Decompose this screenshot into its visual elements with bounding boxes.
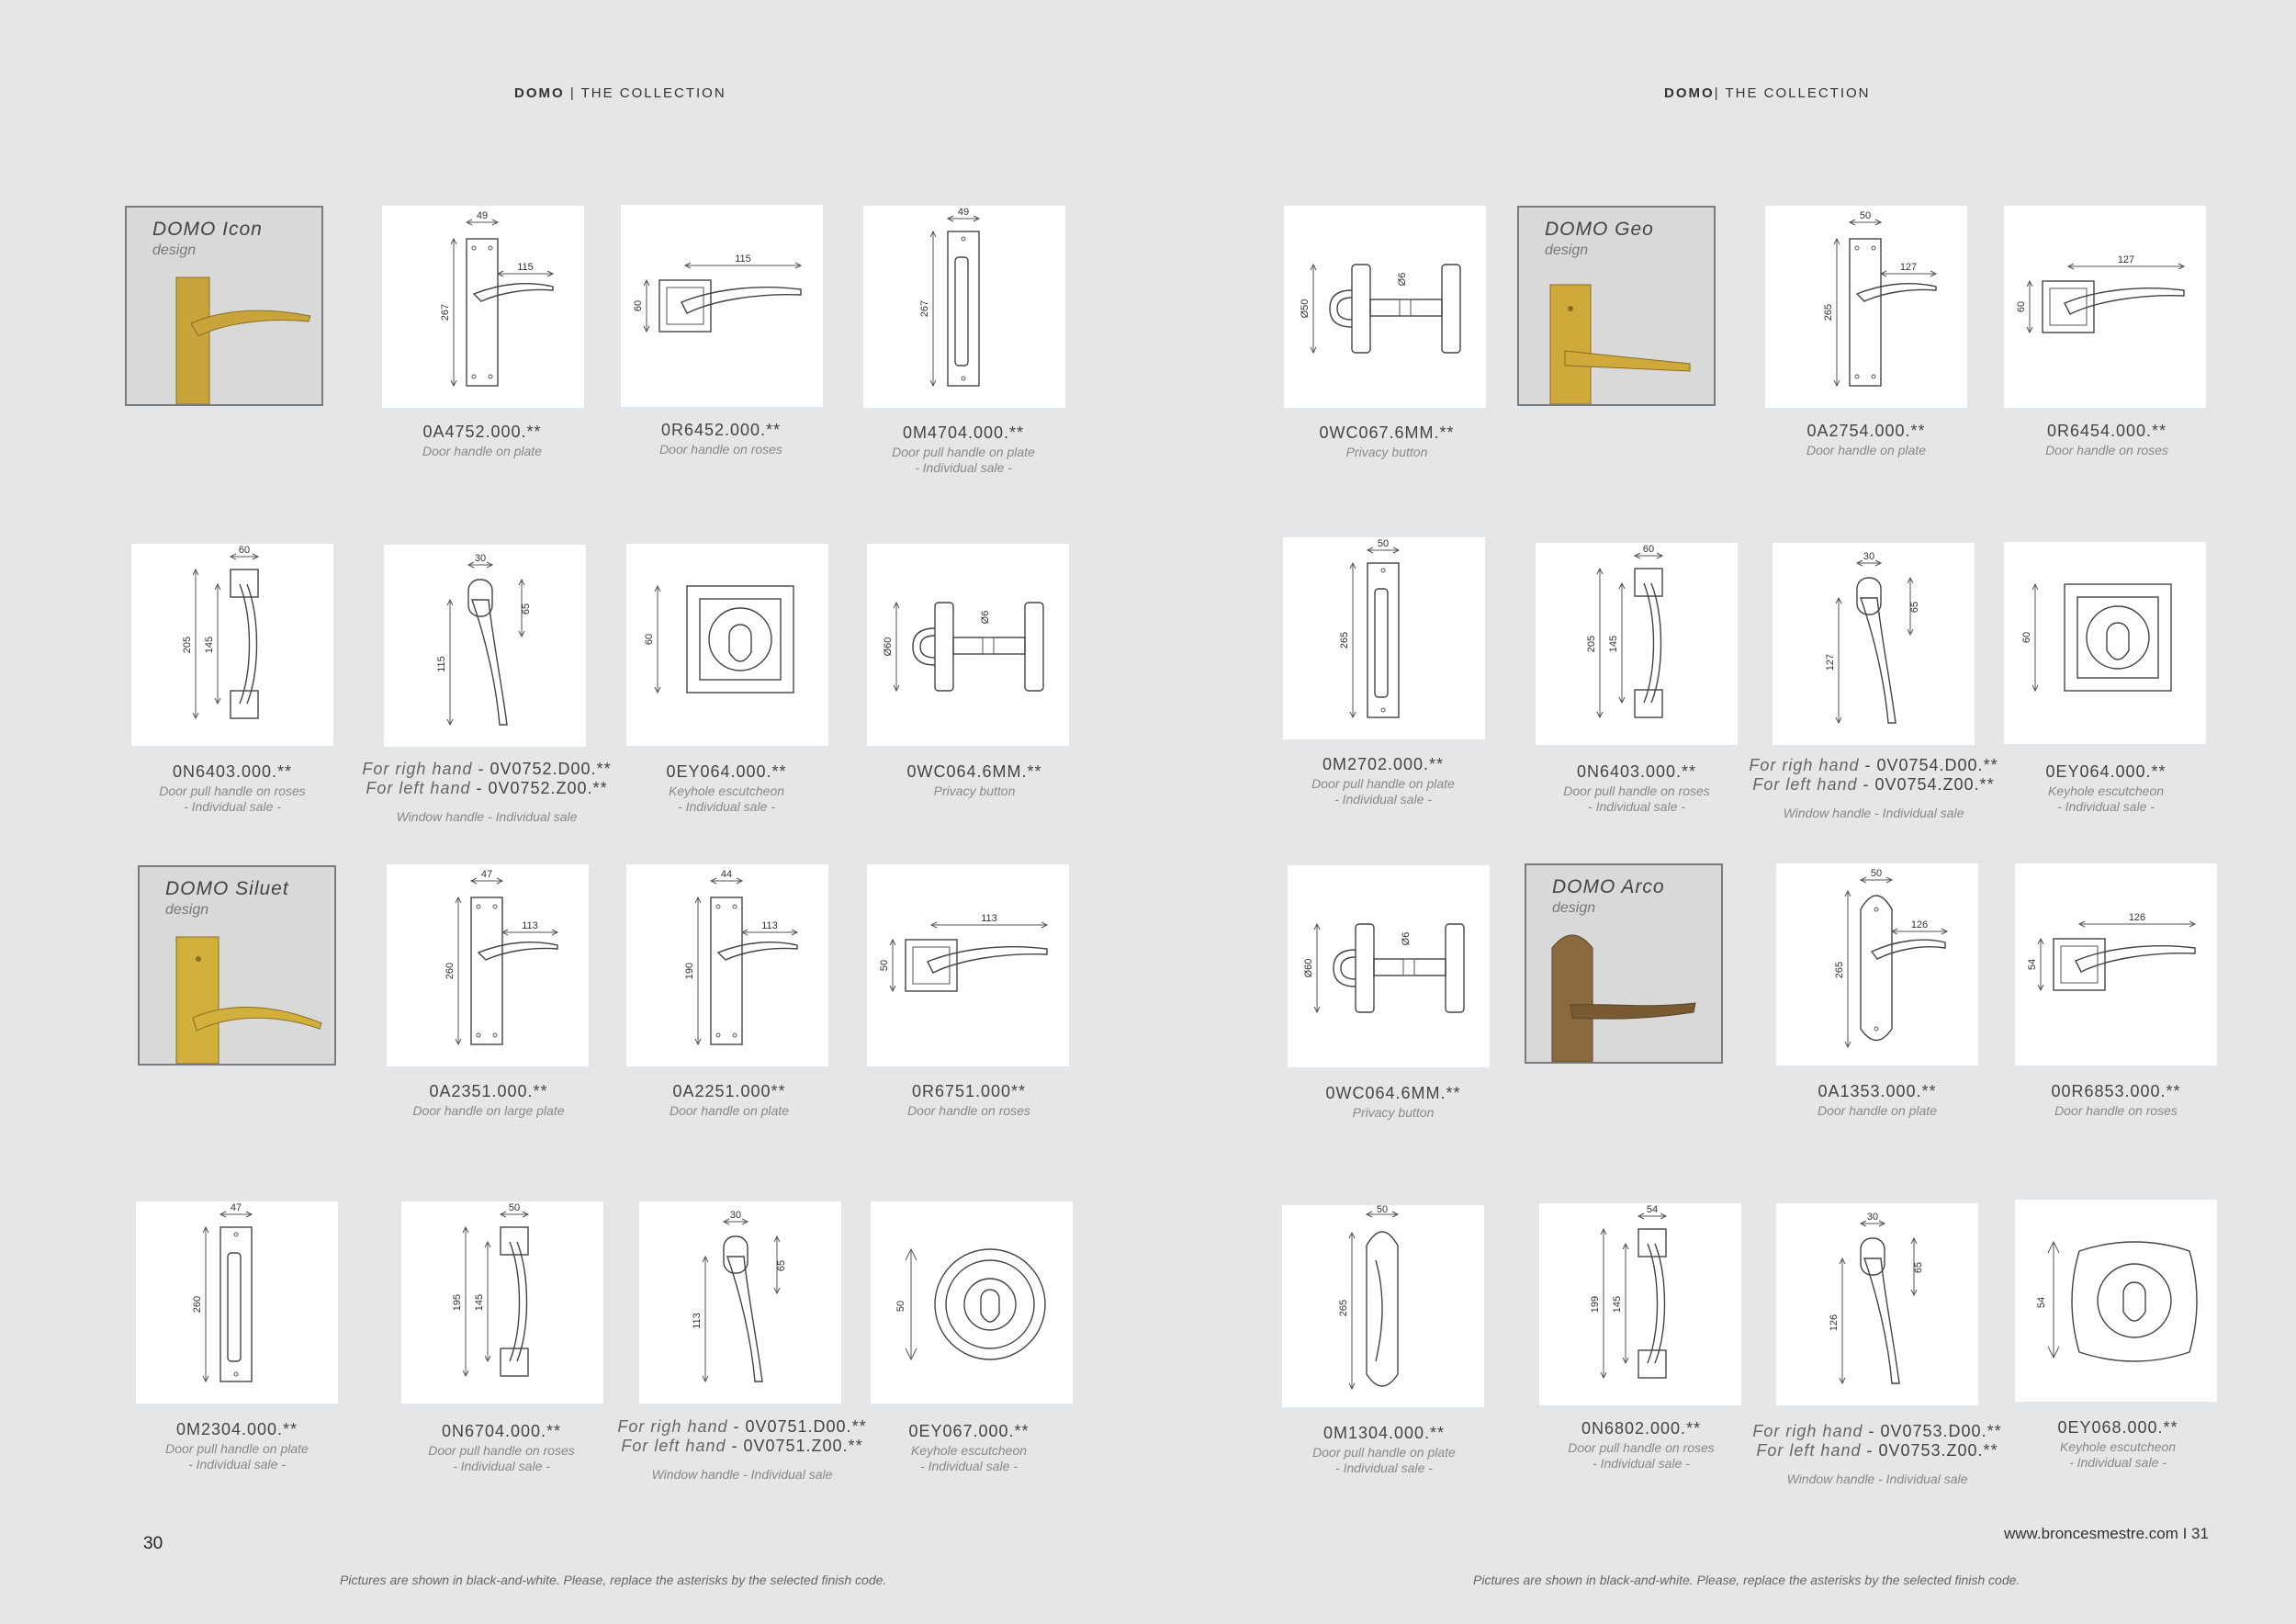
product-description: Door handle on plate bbox=[422, 444, 542, 458]
design-name: DOMO Geo bbox=[1545, 219, 1654, 240]
svg-text:265: 265 bbox=[1338, 1299, 1349, 1317]
product-description: Window handle - Individual sale bbox=[1783, 806, 1964, 820]
product-description: Door pull handle on roses - Individual sale - bbox=[1563, 784, 1710, 814]
product-drawing bbox=[2015, 863, 2217, 1066]
design-box bbox=[1525, 863, 1723, 1064]
product-label bbox=[812, 423, 1115, 476]
product-drawing bbox=[2015, 1200, 2217, 1402]
design-name: DOMO Icon bbox=[152, 219, 263, 240]
svg-text:Ø50: Ø50 bbox=[1300, 299, 1311, 319]
product-code: 0M4704.000.** bbox=[902, 423, 1025, 442]
product-code: 0EY064.000.** bbox=[2045, 762, 2167, 781]
svg-text:267: 267 bbox=[440, 303, 451, 321]
svg-text:44: 44 bbox=[720, 869, 733, 880]
svg-text:190: 190 bbox=[684, 962, 695, 980]
product-description: Door pull handle on plate - Individual sale - bbox=[165, 1441, 309, 1472]
design-photo bbox=[1519, 208, 1714, 404]
design-subtitle: design bbox=[1552, 900, 1596, 916]
product-drawing bbox=[401, 1201, 603, 1404]
svg-text:127: 127 bbox=[1899, 262, 1918, 273]
header-title: THE COLLECTION bbox=[580, 85, 726, 101]
product-code: 0A4752.000.** bbox=[422, 423, 542, 441]
svg-text:60: 60 bbox=[2016, 300, 2027, 313]
product-code: 0WC064.6MM.** bbox=[906, 762, 1042, 781]
svg-text:54: 54 bbox=[2036, 1296, 2047, 1309]
product-drawing bbox=[871, 1201, 1073, 1404]
svg-text:65: 65 bbox=[1913, 1261, 1924, 1274]
design-name: DOMO Arco bbox=[1552, 876, 1665, 897]
left-hand-code: For left hand - 0V0754.Z00.** bbox=[1752, 775, 1995, 794]
product-description: Privacy button bbox=[933, 784, 1016, 798]
product-drawing bbox=[1283, 537, 1485, 739]
svg-text:50: 50 bbox=[895, 1300, 906, 1313]
product-description: Privacy button bbox=[1345, 445, 1428, 459]
svg-text:54: 54 bbox=[1646, 1204, 1659, 1215]
right-hand-code: For righ hand - 0V0753.D00.** bbox=[1752, 1422, 2002, 1440]
svg-text:30: 30 bbox=[474, 553, 487, 564]
svg-text:127: 127 bbox=[1825, 653, 1836, 671]
svg-text:47: 47 bbox=[230, 1202, 242, 1213]
product-drawing bbox=[1282, 1205, 1484, 1407]
svg-text:60: 60 bbox=[633, 299, 644, 312]
website-and-page-number: www.broncesmestre.com I 31 bbox=[2004, 1525, 2209, 1542]
footnote-left: Pictures are shown in black-and-white. Please, replace the asterisks by the selected finish code. bbox=[340, 1573, 887, 1587]
product-code: 0R6452.000.** bbox=[660, 421, 782, 439]
svg-text:205: 205 bbox=[1586, 635, 1597, 653]
right-hand-code: For righ hand - 0V0754.D00.** bbox=[1749, 756, 1998, 774]
product-label bbox=[1964, 1082, 2268, 1119]
product-code: 0A2251.000** bbox=[672, 1082, 786, 1100]
design-box bbox=[138, 865, 336, 1066]
left-hand-code: For left hand - 0V0751.Z00.** bbox=[621, 1437, 863, 1455]
design-subtitle: design bbox=[165, 902, 209, 918]
svg-text:65: 65 bbox=[521, 603, 532, 615]
svg-text:260: 260 bbox=[192, 1295, 203, 1314]
design-subtitle: design bbox=[1545, 242, 1589, 258]
product-drawing bbox=[626, 544, 828, 746]
svg-text:50: 50 bbox=[879, 959, 890, 972]
svg-text:47: 47 bbox=[480, 869, 493, 880]
product-drawing bbox=[1539, 1203, 1741, 1405]
product-code: 0N6704.000.** bbox=[441, 1422, 562, 1440]
product-drawing bbox=[1288, 865, 1490, 1067]
product-code: 0A2351.000.** bbox=[429, 1082, 548, 1100]
product-description: Door handle on plate bbox=[670, 1103, 789, 1118]
svg-text:Ø6: Ø6 bbox=[1401, 931, 1412, 946]
product-label bbox=[817, 1082, 1120, 1119]
product-description: Door pull handle on plate - Individual sale - bbox=[1311, 776, 1455, 806]
product-drawing bbox=[639, 1201, 841, 1404]
product-label bbox=[85, 1420, 388, 1472]
product-label bbox=[817, 1422, 1120, 1474]
product-code: 0WC067.6MM.** bbox=[1319, 423, 1455, 442]
svg-text:265: 265 bbox=[1339, 631, 1350, 649]
svg-text:Ø60: Ø60 bbox=[883, 637, 894, 657]
product-code: 0M2702.000.** bbox=[1322, 755, 1445, 773]
product-code: 0R6751.000** bbox=[911, 1082, 1027, 1100]
svg-text:267: 267 bbox=[919, 299, 930, 318]
svg-text:54: 54 bbox=[2027, 958, 2038, 971]
product-description: Door handle on large plate bbox=[412, 1103, 565, 1118]
svg-text:145: 145 bbox=[1608, 635, 1619, 653]
svg-text:126: 126 bbox=[1829, 1314, 1840, 1332]
svg-text:50: 50 bbox=[508, 1202, 521, 1213]
design-box bbox=[1517, 206, 1716, 406]
product-drawing bbox=[1765, 206, 1967, 408]
page-header-right bbox=[1664, 85, 1871, 101]
svg-text:113: 113 bbox=[692, 1313, 703, 1329]
product-code: 0EY064.000.** bbox=[666, 762, 787, 781]
svg-text:265: 265 bbox=[1834, 961, 1845, 979]
product-description: Door handle on roses bbox=[2054, 1103, 2178, 1118]
svg-text:145: 145 bbox=[474, 1293, 485, 1312]
product-drawing bbox=[863, 206, 1065, 408]
page-header-left bbox=[514, 85, 726, 101]
product-code: 0N6403.000.** bbox=[172, 762, 293, 781]
product-description: Door pull handle on plate - Individual sale - bbox=[1312, 1445, 1456, 1475]
svg-text:30: 30 bbox=[1866, 1212, 1879, 1223]
product-label bbox=[1235, 423, 1538, 460]
product-drawing bbox=[626, 864, 828, 1066]
product-drawing bbox=[384, 545, 586, 747]
svg-text:50: 50 bbox=[1376, 1205, 1389, 1215]
product-description: Window handle - Individual sale bbox=[651, 1467, 833, 1482]
product-description: Door pull handle on roses - Individual sale - bbox=[1568, 1440, 1715, 1471]
product-code: 0A2754.000.** bbox=[1806, 422, 1926, 440]
product-drawing bbox=[1284, 206, 1486, 408]
page-number-left: 30 bbox=[143, 1534, 163, 1553]
svg-text:113: 113 bbox=[522, 920, 538, 931]
svg-text:50: 50 bbox=[1870, 868, 1883, 879]
right-hand-code: For righ hand - 0V0752.D00.** bbox=[362, 760, 612, 778]
product-drawing bbox=[2004, 542, 2206, 744]
svg-text:Ø6: Ø6 bbox=[1397, 272, 1408, 287]
svg-text:115: 115 bbox=[517, 262, 534, 273]
product-drawing bbox=[867, 544, 1069, 746]
header-separator: | bbox=[1714, 85, 1726, 101]
product-drawing bbox=[867, 864, 1069, 1066]
header-title: THE COLLECTION bbox=[1725, 85, 1871, 101]
design-photo bbox=[140, 867, 334, 1064]
svg-text:127: 127 bbox=[2117, 254, 2135, 265]
product-drawing bbox=[387, 864, 589, 1066]
svg-text:50: 50 bbox=[1859, 210, 1872, 221]
design-subtitle: design bbox=[152, 242, 197, 258]
svg-text:113: 113 bbox=[981, 913, 997, 924]
product-description: Window handle - Individual sale bbox=[396, 809, 578, 824]
svg-text:145: 145 bbox=[1612, 1295, 1623, 1314]
product-label bbox=[1966, 1418, 2269, 1471]
product-description: Keyhole escutcheon - Individual sale - bbox=[910, 1443, 1028, 1473]
product-description: Door handle on roses bbox=[2045, 443, 2168, 457]
svg-text:65: 65 bbox=[1909, 601, 1920, 614]
product-description: Door handle on roses bbox=[659, 442, 782, 457]
design-name: DOMO Siluet bbox=[165, 878, 289, 899]
product-drawing bbox=[2004, 206, 2206, 408]
product-code: 00R6853.000.** bbox=[2051, 1082, 2181, 1100]
svg-text:126: 126 bbox=[1910, 919, 1929, 930]
svg-text:60: 60 bbox=[1642, 544, 1655, 555]
svg-text:60: 60 bbox=[644, 633, 655, 646]
product-drawing bbox=[1773, 543, 1975, 745]
product-code: 0M2304.000.** bbox=[175, 1420, 298, 1438]
product-label bbox=[1955, 422, 2258, 458]
left-hand-code: For left hand - 0V0752.Z00.** bbox=[366, 779, 608, 797]
product-description: Privacy button bbox=[1352, 1105, 1435, 1120]
product-code: 0N6802.000.** bbox=[1581, 1419, 1702, 1438]
product-code: 0EY067.000.** bbox=[908, 1422, 1030, 1440]
svg-text:260: 260 bbox=[445, 962, 456, 980]
svg-text:60: 60 bbox=[2021, 631, 2032, 644]
product-description: Door pull handle on roses - Individual sale - bbox=[428, 1443, 575, 1473]
svg-text:195: 195 bbox=[452, 1293, 463, 1312]
product-code: 0WC064.6MM.** bbox=[1325, 1084, 1461, 1102]
svg-text:265: 265 bbox=[1823, 303, 1834, 321]
svg-text:145: 145 bbox=[204, 636, 215, 654]
product-code: 0EY068.000.** bbox=[2057, 1418, 2178, 1437]
design-photo bbox=[1526, 865, 1721, 1062]
product-code: 0A1353.000.** bbox=[1818, 1082, 1937, 1100]
product-description: Door pull handle on roses - Individual sale - bbox=[159, 784, 306, 814]
product-description: Window handle - Individual sale bbox=[1786, 1472, 1968, 1486]
product-drawing bbox=[1776, 863, 1978, 1066]
svg-text:115: 115 bbox=[735, 254, 751, 265]
design-photo bbox=[127, 208, 321, 404]
header-brand: DOMO bbox=[1664, 85, 1715, 101]
svg-text:49: 49 bbox=[476, 210, 489, 221]
svg-text:113: 113 bbox=[761, 920, 778, 931]
product-description: Door pull handle on plate - Individual sale - bbox=[892, 445, 1035, 475]
svg-text:126: 126 bbox=[2128, 912, 2146, 923]
product-label bbox=[823, 762, 1126, 799]
header-separator: | bbox=[564, 85, 581, 101]
product-description: Keyhole escutcheon - Individual sale - bbox=[668, 784, 785, 814]
product-drawing bbox=[1776, 1203, 1978, 1405]
svg-text:Ø60: Ø60 bbox=[1303, 958, 1314, 978]
product-description: Keyhole escutcheon - Individual sale - bbox=[2059, 1439, 2177, 1470]
footnote-right: Pictures are shown in black-and-white. Please, replace the asterisks by the selected finish code. bbox=[1473, 1573, 2020, 1587]
left-hand-code: For left hand - 0V0753.Z00.** bbox=[1756, 1441, 1998, 1460]
svg-text:49: 49 bbox=[957, 207, 970, 218]
svg-text:Ø6: Ø6 bbox=[980, 610, 991, 625]
product-code: 0R6454.000.** bbox=[2046, 422, 2167, 440]
product-drawing bbox=[382, 206, 584, 408]
product-description: Door handle on plate bbox=[1806, 443, 1926, 457]
svg-text:50: 50 bbox=[1377, 538, 1390, 549]
product-description: Keyhole escutcheon - Individual sale - bbox=[2047, 784, 2165, 814]
product-drawing bbox=[1536, 543, 1738, 745]
product-code: 0M1304.000.** bbox=[1322, 1424, 1446, 1442]
right-hand-code: For righ hand - 0V0751.D00.** bbox=[617, 1417, 867, 1436]
header-brand: DOMO bbox=[514, 85, 565, 101]
product-description: Door handle on plate bbox=[1818, 1103, 1937, 1118]
svg-text:30: 30 bbox=[1863, 551, 1875, 562]
svg-text:30: 30 bbox=[729, 1210, 742, 1221]
product-label bbox=[1954, 762, 2257, 815]
product-drawing bbox=[621, 205, 823, 407]
product-drawing bbox=[136, 1201, 338, 1404]
product-description: Door handle on roses bbox=[907, 1103, 1030, 1118]
product-label bbox=[1242, 1084, 1545, 1121]
svg-text:199: 199 bbox=[1590, 1295, 1601, 1314]
design-box bbox=[125, 206, 323, 406]
svg-text:115: 115 bbox=[436, 656, 447, 672]
product-drawing bbox=[131, 544, 333, 746]
product-code: 0N6403.000.** bbox=[1576, 762, 1697, 781]
svg-text:60: 60 bbox=[238, 545, 251, 556]
svg-text:205: 205 bbox=[182, 636, 193, 654]
svg-text:65: 65 bbox=[776, 1259, 787, 1272]
